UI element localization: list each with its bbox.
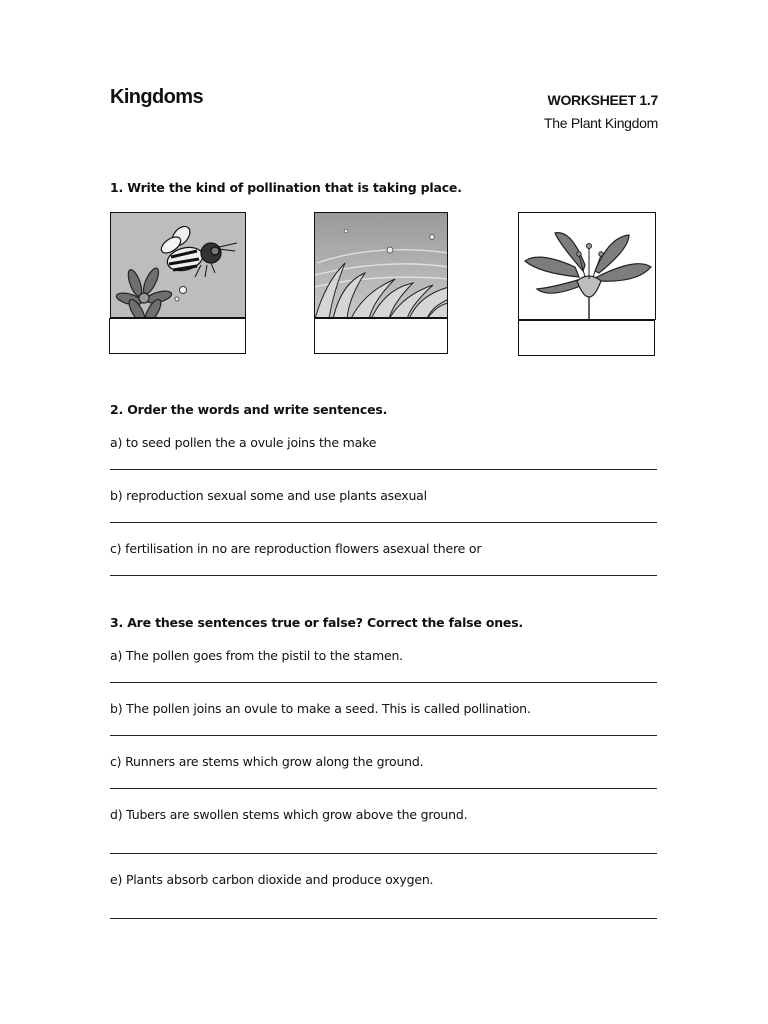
answer-line-3b[interactable] bbox=[110, 735, 657, 736]
q3-item-b: b) The pollen joins an ovule to make a seed. This is called pollination. bbox=[110, 701, 531, 716]
answer-line-3e[interactable] bbox=[110, 918, 657, 919]
bee-flower-image bbox=[110, 212, 246, 318]
answer-box-1[interactable] bbox=[109, 318, 246, 354]
wind-grass-image bbox=[314, 212, 448, 318]
question-2-prompt: 2. Order the words and write sentences. bbox=[110, 402, 388, 417]
answer-box-3[interactable] bbox=[518, 320, 655, 356]
answer-line-3a[interactable] bbox=[110, 682, 657, 683]
q3-item-d: d) Tubers are swollen stems which grow above the ground. bbox=[110, 807, 468, 822]
q3-item-a: a) The pollen goes from the pistil to the stamen. bbox=[110, 648, 403, 663]
q3-item-c: c) Runners are stems which grow along the ground. bbox=[110, 754, 424, 769]
question-1-prompt: 1. Write the kind of pollination that is taking place. bbox=[110, 180, 462, 195]
answer-line-3d[interactable] bbox=[110, 853, 657, 854]
answer-line-3c[interactable] bbox=[110, 788, 657, 789]
flower-image bbox=[518, 212, 656, 320]
answer-line-2c[interactable] bbox=[110, 575, 657, 576]
answer-line-2b[interactable] bbox=[110, 522, 657, 523]
answer-box-2[interactable] bbox=[314, 318, 448, 354]
q3-item-e: e) Plants absorb carbon dioxide and produce oxygen. bbox=[110, 872, 434, 887]
worksheet-number: WORKSHEET 1.7 bbox=[547, 92, 658, 108]
q2-item-a: a) to seed pollen the a ovule joins the make bbox=[110, 435, 377, 450]
worksheet-title: Kingdoms bbox=[110, 86, 203, 108]
q2-item-b: b) reproduction sexual some and use plants asexual bbox=[110, 488, 427, 503]
q2-item-c: c) fertilisation in no are reproduction flowers asexual there or bbox=[110, 541, 482, 556]
question-3-prompt: 3. Are these sentences true or false? Correct the false ones. bbox=[110, 615, 523, 630]
worksheet-subtitle: The Plant Kingdom bbox=[544, 115, 658, 131]
answer-line-2a[interactable] bbox=[110, 469, 657, 470]
